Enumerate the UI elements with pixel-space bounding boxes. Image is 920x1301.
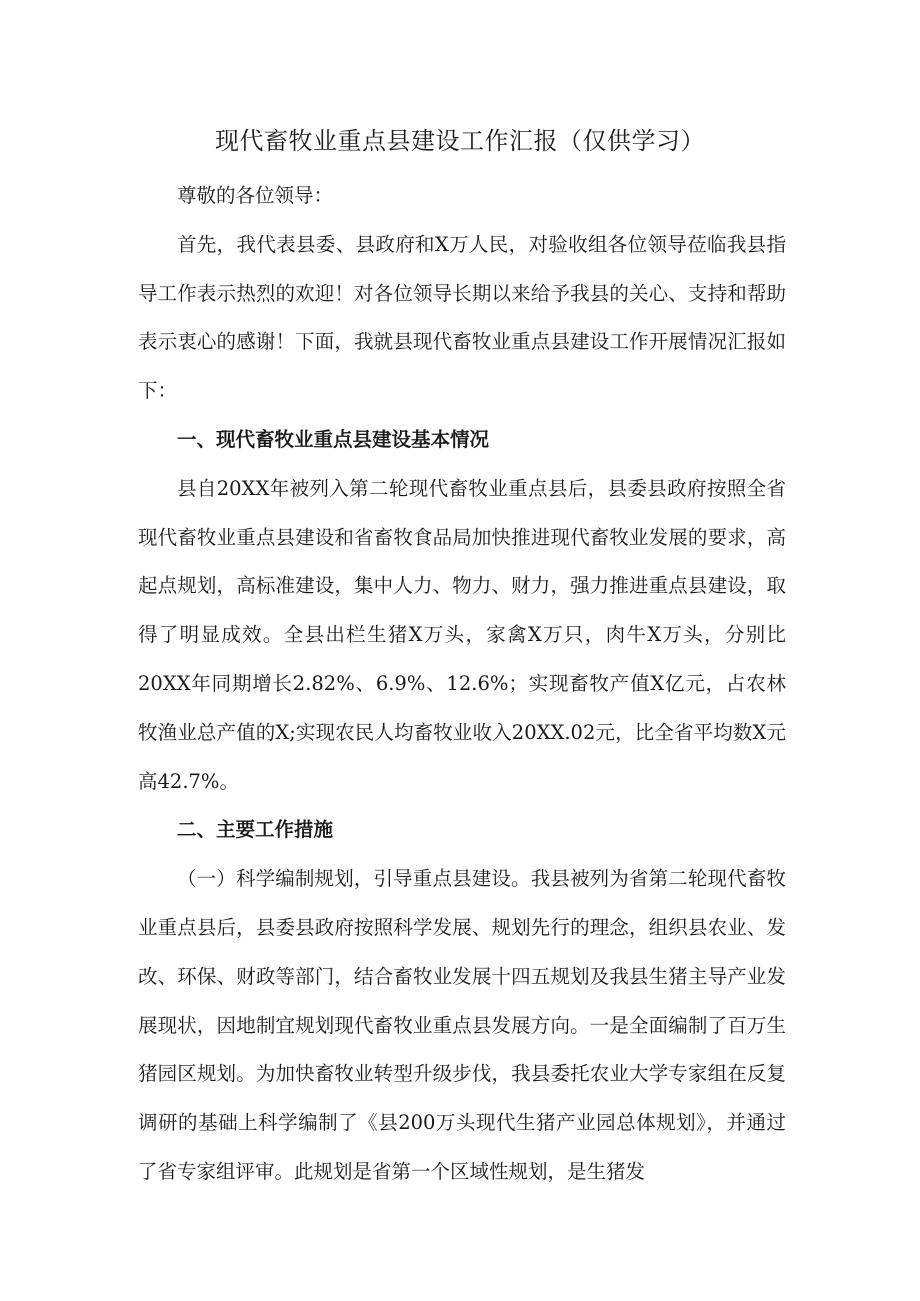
document-body [138,172,786,1197]
document-title: 现代畜牧业重点县建设工作汇报（仅供学习） [215,127,705,155]
section1-paragraph: 县自20XX年被列入第二轮现代畜牧业重点县后，县委县政府按照全省现代畜牧业重点县建设和省畜牧食品局加快推进现代畜牧业发展的要求，高起点规划，高标准建设，集中人力、物力、财力，强力推进重点县建设，取得了明显成效。全县出栏生猪X万头，家禽X万只，肉牛X万头，分别比20XX年同期增长2.82%、6.9%、12.6%；实现畜牧产值X亿元，占农林牧渔业总产值的X;实现农民人均畜牧业收入20XX.02元，比全省平均数X元高42.7%。 [138,476,786,793]
section1-heading: 一、现代畜牧业重点县建设基本情况 [177,427,490,451]
section2-subsection1-paragraph: （一）科学编制规划，引导重点县建设。我县被列为省第二轮现代畜牧业重点县后，县委县政府按照科学发展、规划先行的理念，组织县农业、发改、环保、财政等部门，结合畜牧业发展十四五规划及我县生猪主导产业发展现状，因地制宜规划现代畜牧业重点县发展方向。一是全面编制了百万生猪园区规划。为加快畜牧业转型升级步伐，我县委托农业大学专家组在反复调研的基础上科学编制了《县200万头现代生猪产业园总体规划》，并通过了省专家组评审。此规划是省第一个区域性规划，是生猪发 [138,867,786,1183]
section2-heading: 二、主要工作措施 [177,818,334,842]
intro-paragraph: 首先，我代表县委、县政府和X万人民，对验收组各位领导莅临我县指导工作表示热烈的欢迎！对各位领导长期以来给予我县的关心、支持和帮助表示衷心的感谢！下面，我就县现代畜牧业重点县建设工作开展情况汇报如下： [138,232,786,403]
salutation: 尊敬的各位领导： [177,184,334,207]
